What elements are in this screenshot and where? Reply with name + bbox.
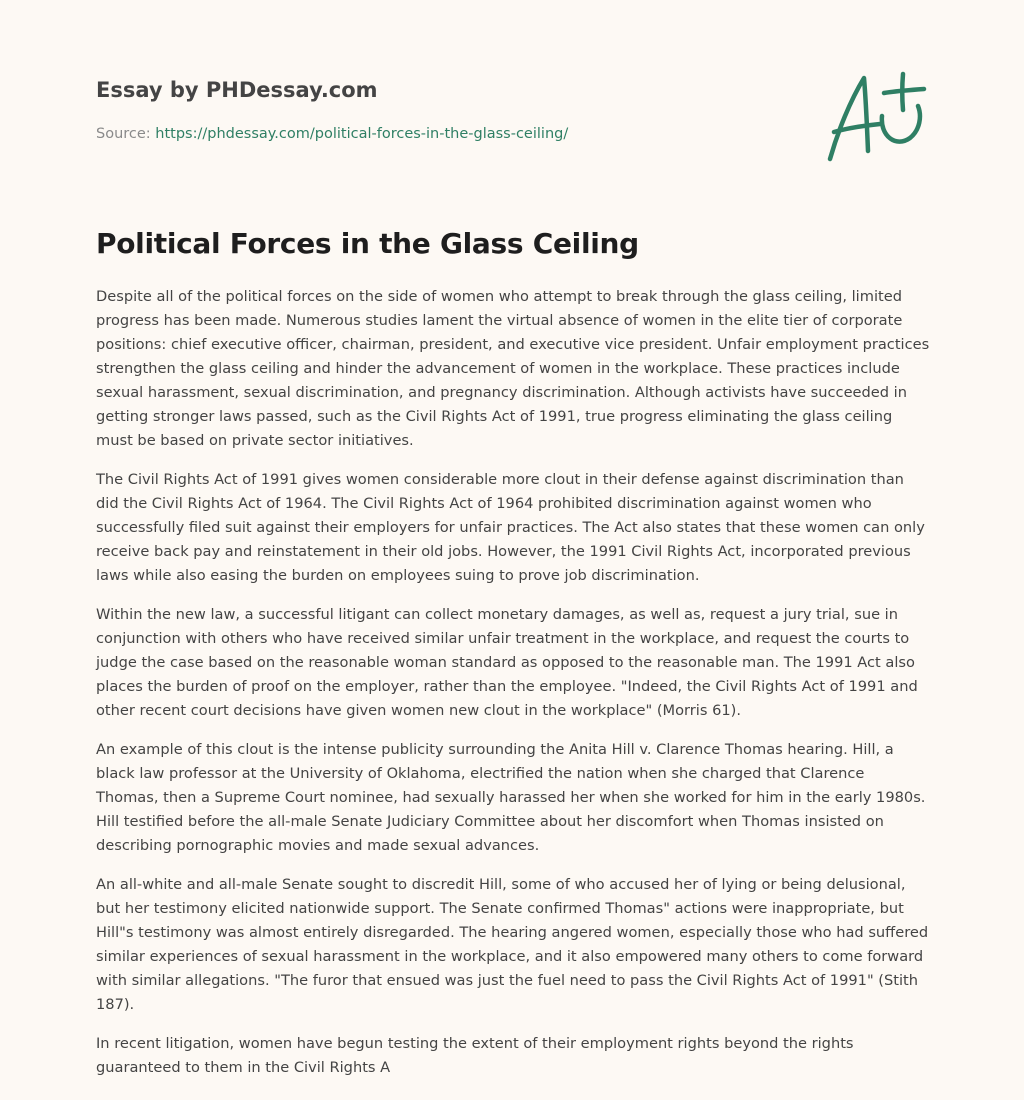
- article-body: [96, 285, 930, 1095]
- source-line: [96, 124, 796, 144]
- paragraph: Despite all of the political forces on the side of women who attempt to break through the glass ceiling, limited progress has been made. Numerous studies lament the virtual absence of women in the elite tier of corporate positions: chief executive officer, chairman, president, and executive vice president. Unfair employment practices strengthen the glass ceiling and hinder the advancement of women in the workplace. These practices include sexual harassment, sexual discrimination, and pregnancy discrimination. Although activists have succeeded in getting stronger laws passed, such as the Civil Rights Act of 1991, true progress eliminating the glass ceiling must be based on private sector initiatives.: [96, 288, 930, 449]
- paragraph: Within the new law, a successful litigant can collect monetary damages, as well as, request a jury trial, sue in conjunction with others who have received similar unfair treatment in the workplace, and request the courts to judge the case based on the reasonable woman standard as opposed to the reasonable man. The 1991 Act also places the burden of proof on the employer, rather than the employee. "Indeed, the Civil Rights Act of 1991 and other recent court decisions have given women new clout in the workplace" (Morris 61).: [96, 606, 918, 719]
- source-label: Source:: [96, 126, 151, 142]
- article-title: Political Forces in the Glass Ceiling: [96, 227, 639, 260]
- paragraph: An all-white and all-male Senate sought to discredit Hill, some of who accused her of lying or being delusional, but her testimony elicited nationwide support. The Senate confirmed Thomas" actions were inappropriate, but Hill"s testimony was almost entirely disregarded. The hearing angered women, especially those who had suffered similar experiences of sexual harassment in the workplace, and it also empowered many others to come forward with similar allegations. "The furor that ensued was just the fuel need to pass the Civil Rights Act of 1991" (Stith 187).: [96, 876, 929, 1013]
- page-header: [96, 76, 796, 144]
- paragraph: In recent litigation, women have begun testing the extent of their employment rights beyond the rights guaranteed to them in the Civil Rights A: [96, 1035, 854, 1076]
- site-name: Essay by PHDessay.com: [96, 78, 378, 102]
- a-plus-logo-icon: [820, 66, 932, 166]
- a-plus-logo: [820, 66, 932, 166]
- paragraph: An example of this clout is the intense publicity surrounding the Anita Hill v. Clarence Thomas hearing. Hill, a black law professor at the University of Oklahoma, electrified the nation when she charged that Clarence Thomas, then a Supreme Court nominee, had sexually harassed her when she worked for him in the early 1980s. Hill testified before the all-male Senate Judiciary Committee about her discomfort when Thomas insisted on describing pornographic movies and made sexual advances.: [96, 741, 926, 854]
- source-link[interactable]: https://phdessay.com/political-forces-in-the-glass-ceiling/: [155, 126, 569, 142]
- paragraph: The Civil Rights Act of 1991 gives women considerable more clout in their defense against discrimination than did the Civil Rights Act of 1964. The Civil Rights Act of 1964 prohibited discrimination against women who successfully filed suit against their employers for unfair practices. The Act also states that these women can only receive back pay and reinstatement in their old jobs. However, the 1991 Civil Rights Act, incorporated previous laws while also easing the burden on employees suing to prove job discrimination.: [96, 471, 925, 584]
